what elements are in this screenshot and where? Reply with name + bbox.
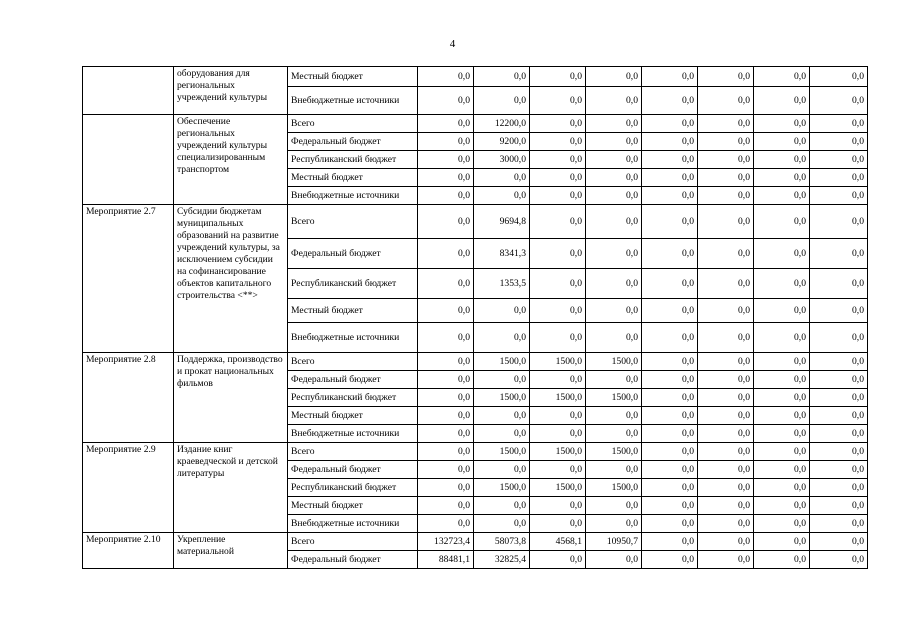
amount-cell: 0,0	[698, 205, 754, 239]
funding-source-cell: Федеральный бюджет	[288, 133, 418, 151]
amount-cell: 0,0	[586, 87, 642, 115]
amount-cell: 0,0	[418, 205, 474, 239]
amount-cell: 0,0	[754, 205, 810, 239]
funding-source-cell: Федеральный бюджет	[288, 371, 418, 389]
amount-cell: 0,0	[474, 497, 530, 515]
activity-name-cell: Издание книг краеведческой и детской литературы	[174, 443, 288, 533]
amount-cell: 0,0	[698, 151, 754, 169]
amount-cell: 0,0	[810, 269, 868, 299]
amount-cell: 0,0	[530, 515, 586, 533]
amount-cell: 0,0	[642, 353, 698, 371]
amount-cell: 0,0	[642, 169, 698, 187]
amount-cell: 0,0	[698, 425, 754, 443]
amount-cell: 0,0	[810, 533, 868, 551]
funding-source-cell: Местный бюджет	[288, 299, 418, 323]
amount-cell: 0,0	[586, 205, 642, 239]
amount-cell: 0,0	[418, 187, 474, 205]
amount-cell: 0,0	[698, 169, 754, 187]
amount-cell: 0,0	[754, 323, 810, 353]
amount-cell: 0,0	[418, 133, 474, 151]
amount-cell: 0,0	[810, 151, 868, 169]
amount-cell: 0,0	[530, 497, 586, 515]
amount-cell: 0,0	[418, 299, 474, 323]
amount-cell: 0,0	[810, 479, 868, 497]
amount-cell: 0,0	[698, 407, 754, 425]
amount-cell: 0,0	[586, 551, 642, 569]
amount-cell: 0,0	[530, 323, 586, 353]
amount-cell: 0,0	[810, 443, 868, 461]
amount-cell: 0,0	[810, 87, 868, 115]
amount-cell: 0,0	[698, 497, 754, 515]
activity-name-cell: Укрепление материальной	[174, 533, 288, 569]
amount-cell: 1500,0	[474, 353, 530, 371]
amount-cell: 8341,3	[474, 239, 530, 269]
amount-cell: 0,0	[642, 151, 698, 169]
amount-cell: 0,0	[642, 533, 698, 551]
amount-cell: 0,0	[698, 269, 754, 299]
amount-cell: 0,0	[586, 323, 642, 353]
funding-source-cell: Местный бюджет	[288, 407, 418, 425]
amount-cell: 0,0	[642, 497, 698, 515]
funding-source-cell: Всего	[288, 353, 418, 371]
amount-cell: 1500,0	[474, 389, 530, 407]
amount-cell: 0,0	[418, 151, 474, 169]
amount-cell: 0,0	[474, 371, 530, 389]
funding-source-cell: Республиканский бюджет	[288, 479, 418, 497]
amount-cell: 0,0	[530, 205, 586, 239]
amount-cell: 0,0	[754, 169, 810, 187]
funding-source-cell: Всего	[288, 533, 418, 551]
amount-cell: 0,0	[754, 389, 810, 407]
funding-source-cell: Федеральный бюджет	[288, 239, 418, 269]
amount-cell: 0,0	[642, 425, 698, 443]
page-number: 4	[449, 38, 456, 50]
table-row	[83, 353, 868, 371]
amount-cell: 0,0	[586, 133, 642, 151]
amount-cell: 0,0	[810, 425, 868, 443]
amount-cell: 0,0	[698, 533, 754, 551]
amount-cell: 0,0	[418, 407, 474, 425]
amount-cell: 0,0	[586, 187, 642, 205]
amount-cell: 0,0	[418, 479, 474, 497]
amount-cell: 0,0	[474, 425, 530, 443]
amount-cell: 0,0	[810, 187, 868, 205]
amount-cell: 0,0	[530, 187, 586, 205]
amount-cell: 0,0	[418, 353, 474, 371]
amount-cell: 4568,1	[530, 533, 586, 551]
amount-cell: 0,0	[810, 515, 868, 533]
amount-cell: 0,0	[810, 115, 868, 133]
amount-cell: 0,0	[418, 425, 474, 443]
amount-cell: 0,0	[642, 371, 698, 389]
amount-cell: 0,0	[754, 425, 810, 443]
amount-cell: 0,0	[474, 299, 530, 323]
amount-cell: 0,0	[698, 239, 754, 269]
amount-cell: 0,0	[586, 169, 642, 187]
funding-source-cell: Местный бюджет	[288, 497, 418, 515]
amount-cell: 0,0	[586, 425, 642, 443]
amount-cell: 0,0	[586, 151, 642, 169]
amount-cell: 88481,1	[418, 551, 474, 569]
amount-cell: 0,0	[754, 533, 810, 551]
amount-cell: 0,0	[586, 299, 642, 323]
amount-cell: 0,0	[810, 67, 868, 87]
amount-cell: 0,0	[698, 115, 754, 133]
funding-source-cell: Местный бюджет	[288, 67, 418, 87]
amount-cell: 0,0	[810, 133, 868, 151]
amount-cell: 0,0	[810, 353, 868, 371]
table-row	[83, 205, 868, 239]
activity-cell	[83, 115, 174, 205]
funding-source-cell: Республиканский бюджет	[288, 151, 418, 169]
funding-source-cell: Всего	[288, 443, 418, 461]
amount-cell: 0,0	[642, 479, 698, 497]
amount-cell: 0,0	[810, 551, 868, 569]
amount-cell: 1500,0	[586, 389, 642, 407]
amount-cell: 0,0	[530, 87, 586, 115]
amount-cell: 9200,0	[474, 133, 530, 151]
amount-cell: 0,0	[418, 269, 474, 299]
amount-cell: 0,0	[754, 515, 810, 533]
amount-cell: 0,0	[642, 133, 698, 151]
activity-name-cell: Субсидии бюджетам муниципальных образований на развитие учреждений культуры, за исключением субсидии на софинансирование объектов капитального строительства <**>	[174, 205, 288, 353]
amount-cell: 0,0	[698, 353, 754, 371]
amount-cell: 0,0	[586, 407, 642, 425]
amount-cell: 0,0	[474, 169, 530, 187]
amount-cell: 0,0	[530, 133, 586, 151]
amount-cell: 0,0	[586, 239, 642, 269]
amount-cell: 0,0	[586, 371, 642, 389]
amount-cell: 0,0	[530, 67, 586, 87]
activity-cell	[83, 67, 174, 115]
amount-cell: 0,0	[754, 443, 810, 461]
amount-cell: 0,0	[530, 299, 586, 323]
amount-cell: 0,0	[530, 407, 586, 425]
amount-cell: 0,0	[754, 353, 810, 371]
funding-source-cell: Внебюджетные источники	[288, 87, 418, 115]
amount-cell: 0,0	[474, 461, 530, 479]
amount-cell: 1500,0	[474, 479, 530, 497]
amount-cell: 0,0	[586, 497, 642, 515]
activity-name-cell: Обеспечение региональных учреждений культуры специализированным транспортом	[174, 115, 288, 205]
amount-cell: 0,0	[810, 239, 868, 269]
amount-cell: 0,0	[754, 187, 810, 205]
table-row	[83, 115, 868, 133]
funding-source-cell: Всего	[288, 205, 418, 239]
amount-cell: 0,0	[642, 443, 698, 461]
amount-cell: 0,0	[642, 205, 698, 239]
amount-cell: 0,0	[418, 461, 474, 479]
amount-cell: 0,0	[754, 87, 810, 115]
amount-cell: 0,0	[810, 323, 868, 353]
amount-cell: 0,0	[810, 497, 868, 515]
amount-cell: 10950,7	[586, 533, 642, 551]
amount-cell: 3000,0	[474, 151, 530, 169]
amount-cell: 0,0	[418, 389, 474, 407]
amount-cell: 0,0	[530, 551, 586, 569]
table-row	[83, 67, 868, 87]
amount-cell: 0,0	[418, 239, 474, 269]
amount-cell: 0,0	[754, 67, 810, 87]
amount-cell: 0,0	[698, 371, 754, 389]
amount-cell: 0,0	[530, 425, 586, 443]
amount-cell: 0,0	[418, 87, 474, 115]
activity-cell: Мероприятие 2.8	[83, 353, 174, 443]
amount-cell: 0,0	[642, 407, 698, 425]
amount-cell: 0,0	[642, 269, 698, 299]
amount-cell: 0,0	[642, 67, 698, 87]
amount-cell: 0,0	[754, 461, 810, 479]
amount-cell: 0,0	[698, 133, 754, 151]
activity-cell: Мероприятие 2.9	[83, 443, 174, 533]
amount-cell: 0,0	[418, 515, 474, 533]
amount-cell: 1500,0	[474, 443, 530, 461]
funding-source-cell: Местный бюджет	[288, 169, 418, 187]
amount-cell: 0,0	[418, 67, 474, 87]
amount-cell: 0,0	[754, 371, 810, 389]
amount-cell: 0,0	[698, 461, 754, 479]
amount-cell: 0,0	[754, 407, 810, 425]
amount-cell: 0,0	[474, 323, 530, 353]
amount-cell: 0,0	[642, 515, 698, 533]
amount-cell: 0,0	[810, 299, 868, 323]
activity-name-cell: оборудования для региональных учреждений культуры	[174, 67, 288, 115]
amount-cell: 1500,0	[530, 353, 586, 371]
amount-cell: 0,0	[642, 115, 698, 133]
amount-cell: 0,0	[810, 461, 868, 479]
amount-cell: 1500,0	[586, 479, 642, 497]
amount-cell: 0,0	[474, 87, 530, 115]
amount-cell: 1353,5	[474, 269, 530, 299]
amount-cell: 0,0	[418, 497, 474, 515]
amount-cell: 0,0	[530, 169, 586, 187]
table-row	[83, 533, 868, 551]
amount-cell: 1500,0	[586, 353, 642, 371]
funding-source-cell: Всего	[288, 115, 418, 133]
amount-cell: 0,0	[418, 443, 474, 461]
amount-cell: 0,0	[754, 497, 810, 515]
amount-cell: 0,0	[642, 299, 698, 323]
amount-cell: 0,0	[642, 187, 698, 205]
amount-cell: 0,0	[586, 67, 642, 87]
amount-cell: 0,0	[530, 269, 586, 299]
amount-cell: 12200,0	[474, 115, 530, 133]
budget-table	[82, 66, 868, 569]
amount-cell: 0,0	[698, 389, 754, 407]
activity-cell: Мероприятие 2.7	[83, 205, 174, 353]
amount-cell: 9694,8	[474, 205, 530, 239]
amount-cell: 0,0	[642, 323, 698, 353]
amount-cell: 0,0	[642, 239, 698, 269]
amount-cell: 0,0	[642, 551, 698, 569]
amount-cell: 0,0	[642, 389, 698, 407]
amount-cell: 0,0	[698, 479, 754, 497]
amount-cell: 0,0	[810, 371, 868, 389]
amount-cell: 0,0	[418, 169, 474, 187]
amount-cell: 58073,8	[474, 533, 530, 551]
amount-cell: 0,0	[698, 67, 754, 87]
amount-cell: 0,0	[810, 407, 868, 425]
amount-cell: 0,0	[474, 407, 530, 425]
amount-cell: 0,0	[754, 239, 810, 269]
amount-cell: 1500,0	[530, 479, 586, 497]
amount-cell: 132723,4	[418, 533, 474, 551]
amount-cell: 0,0	[754, 299, 810, 323]
amount-cell: 0,0	[698, 87, 754, 115]
funding-source-cell: Внебюджетные источники	[288, 187, 418, 205]
amount-cell: 32825,4	[474, 551, 530, 569]
amount-cell: 0,0	[698, 299, 754, 323]
amount-cell: 0,0	[530, 371, 586, 389]
amount-cell: 0,0	[754, 551, 810, 569]
funding-source-cell: Федеральный бюджет	[288, 461, 418, 479]
activity-cell: Мероприятие 2.10	[83, 533, 174, 569]
amount-cell: 0,0	[754, 133, 810, 151]
amount-cell: 0,0	[698, 323, 754, 353]
amount-cell: 0,0	[754, 479, 810, 497]
amount-cell: 0,0	[642, 87, 698, 115]
amount-cell: 0,0	[754, 151, 810, 169]
amount-cell: 0,0	[530, 115, 586, 133]
funding-source-cell: Внебюджетные источники	[288, 323, 418, 353]
amount-cell: 0,0	[698, 551, 754, 569]
amount-cell: 0,0	[810, 205, 868, 239]
amount-cell: 0,0	[586, 461, 642, 479]
amount-cell: 0,0	[418, 323, 474, 353]
amount-cell: 0,0	[698, 515, 754, 533]
amount-cell: 0,0	[810, 389, 868, 407]
amount-cell: 0,0	[530, 239, 586, 269]
amount-cell: 0,0	[586, 269, 642, 299]
table-row	[83, 443, 868, 461]
funding-source-cell: Республиканский бюджет	[288, 389, 418, 407]
amount-cell: 0,0	[754, 269, 810, 299]
funding-source-cell: Внебюджетные источники	[288, 425, 418, 443]
amount-cell: 1500,0	[530, 443, 586, 461]
amount-cell: 1500,0	[586, 443, 642, 461]
amount-cell: 1500,0	[530, 389, 586, 407]
amount-cell: 0,0	[586, 515, 642, 533]
funding-source-cell: Федеральный бюджет	[288, 551, 418, 569]
amount-cell: 0,0	[586, 115, 642, 133]
amount-cell: 0,0	[474, 67, 530, 87]
amount-cell: 0,0	[698, 187, 754, 205]
amount-cell: 0,0	[474, 187, 530, 205]
amount-cell: 0,0	[418, 371, 474, 389]
amount-cell: 0,0	[530, 151, 586, 169]
funding-source-cell: Республиканский бюджет	[288, 269, 418, 299]
funding-source-cell: Внебюджетные источники	[288, 515, 418, 533]
activity-name-cell: Поддержка, производство и прокат национальных фильмов	[174, 353, 288, 443]
amount-cell: 0,0	[642, 461, 698, 479]
amount-cell: 0,0	[418, 115, 474, 133]
amount-cell: 0,0	[810, 169, 868, 187]
amount-cell: 0,0	[530, 461, 586, 479]
amount-cell: 0,0	[474, 515, 530, 533]
amount-cell: 0,0	[698, 443, 754, 461]
amount-cell: 0,0	[754, 115, 810, 133]
